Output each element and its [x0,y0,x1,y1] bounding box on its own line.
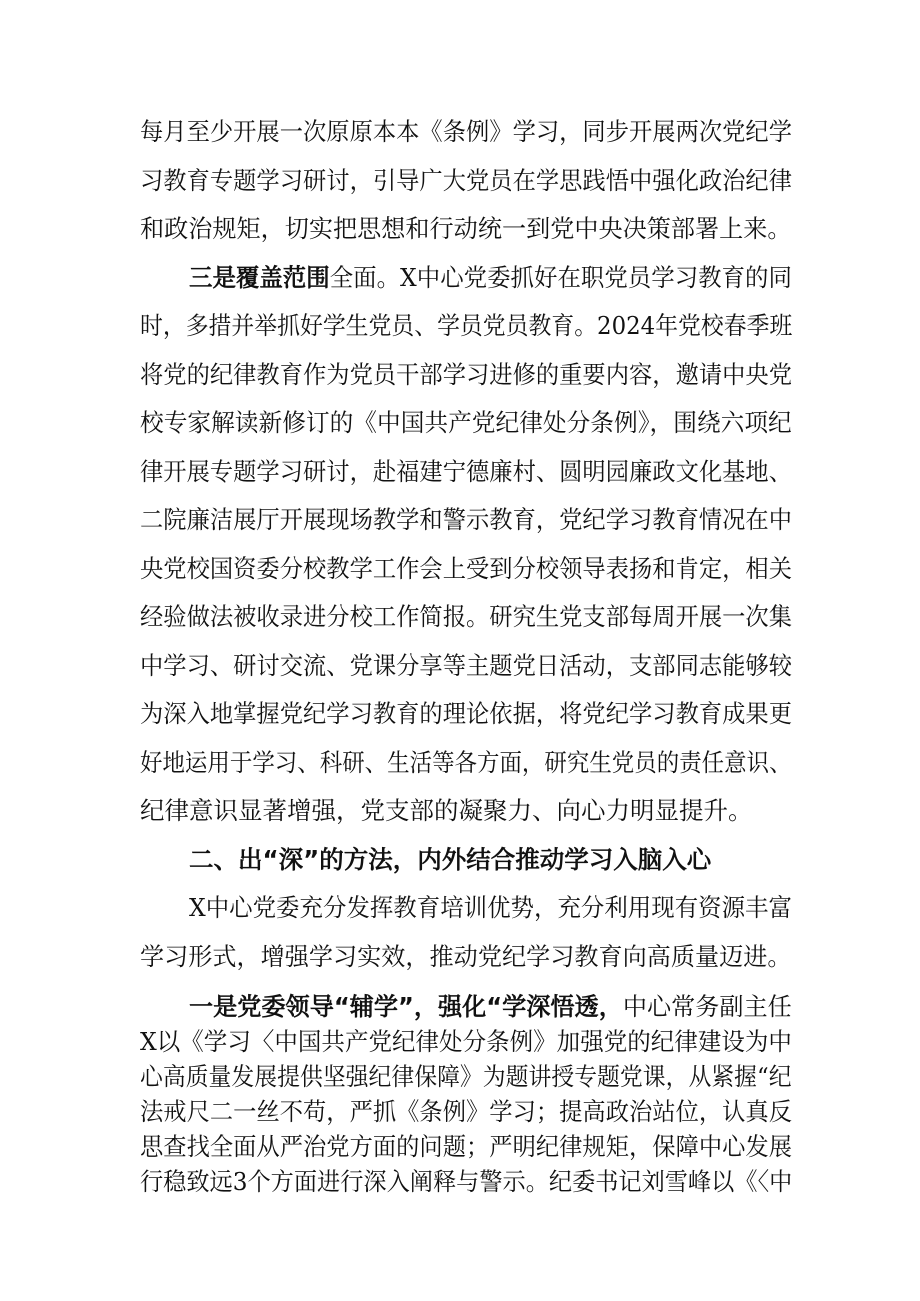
paragraph-2-lead: 三是覆盖范围 [189,263,330,292]
paragraph-2-line-2: 时，多措并举抓好学生党员、学员党员教育。2024年党校春季班 [140,311,793,340]
paragraph-2-line-8: 经验做法被收录进分校工作简报。研究生党支部每周开展一次集 [140,602,792,631]
paragraph-2-line-7: 央党校国资委分校教学工作会上受到分校领导表扬和肯定，相关 [140,554,792,583]
paragraph-2-line-12: 纪律意识显著增强，党支部的凝聚力、向心力明显提升。 [140,796,753,825]
paragraph-3-line-2: 学习形式，增强学习实效，推动党纪学习教育向高质量迈进。 [140,942,792,971]
paragraph-4-line-6: 行稳致远3个方面进行深入阐释与警示。纪委书记刘雪峰以《〈中 [140,1167,793,1196]
paragraph-1-line-1: 每月至少开展一次原原本本《条例》学习，同步开展两次党纪学 [140,117,792,146]
paragraph-1-line-2: 习教育专题学习研讨，引导广大党员在学思践悟中强化政治纪律 [140,166,792,195]
paragraph-4-line-1 [189,993,792,1021]
paragraph-2-line-1-rest: 全面。X中心党委抓好在职党员学习教育的同 [329,263,792,292]
paragraph-4-line-1-rest: 中心常务副主任 [622,992,792,1021]
section-heading: 二、出“深”的方法，内外结合推动学习入脑入心 [189,845,712,874]
paragraph-2-line-6: 二院廉洁展厅开展现场教学和警示教育，党纪学习教育情况在中 [140,505,792,534]
paragraph-1-line-3: 和政治规矩，切实把思想和行动统一到党中央决策部署上来。 [140,214,792,243]
paragraph-2-line-3: 将党的纪律教育作为党员干部学习进修的重要内容，邀请中央党 [140,360,792,389]
paragraph-4-lead: 一是党委领导“辅学”，强化“学深悟透， [189,992,623,1021]
paragraph-4-line-5: 思查找全面从严治党方面的问题；严明纪律规矩，保障中心发展 [140,1132,792,1161]
paragraph-4-line-4: 法戒尺二一丝不苟，严抓《条例》学习；提高政治站位，认真反 [140,1097,792,1126]
paragraph-2-line-4: 校专家解读新修订的《中国共产党纪律处分条例》，围绕六项纪 [140,408,792,437]
paragraph-2-line-11: 好地运用于学习、科研、生活等各方面，研究生党员的责任意识、 [140,748,792,777]
paragraph-3-line-1: X中心党委充分发挥教育培训优势，充分利用现有资源丰富 [189,893,792,922]
paragraph-2-line-9: 中学习、研讨交流、党课分享等主题党日活动，支部同志能够较 [140,651,792,680]
paragraph-2-line-10: 为深入地掌握党纪学习教育的理论依据，将党纪学习教育成果更 [140,699,792,728]
paragraph-4-line-2: X以《学习〈中国共产党纪律处分条例》加强党的纪律建设为中 [140,1027,792,1056]
paragraph-2-line-5: 律开展专题学习研讨，赴福建宁德廉村、圆明园廉政文化基地、 [140,457,792,486]
paragraph-4-line-3: 心高质量发展提供坚强纪律保障》为题讲授专题党课，从紧握“纪 [140,1062,792,1091]
paragraph-2-line-1 [189,263,792,293]
